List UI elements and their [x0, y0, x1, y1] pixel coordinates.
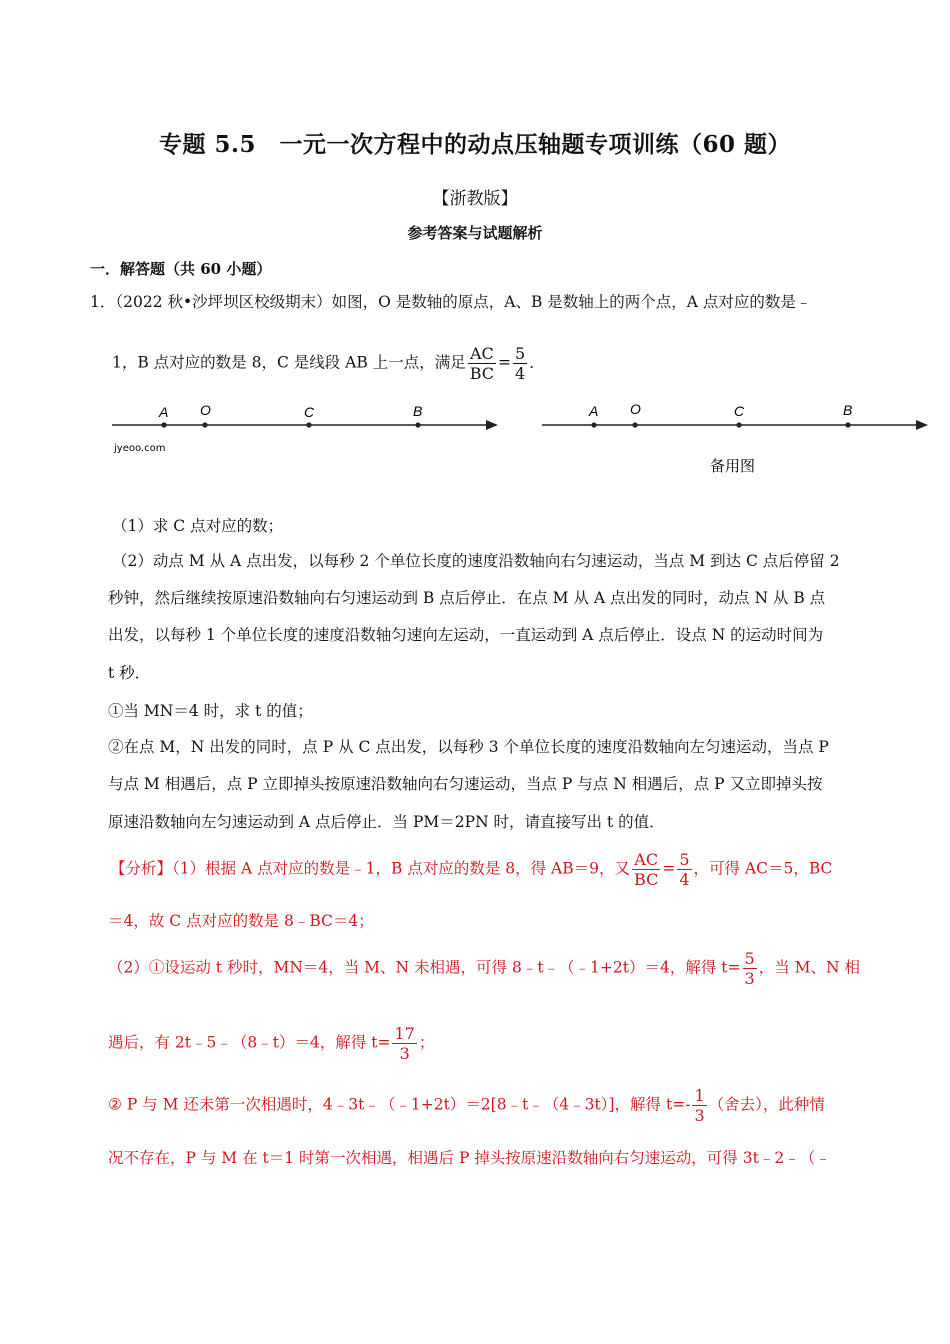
section-heading: 一．解答题（共 60 小题） — [90, 260, 272, 278]
sub-question-2-line-2: 与点 M 相遇后，点 P 立即掉头按原速沿数轴向右匀速运动，当点 P 与点 N 相遇后，点 P 又立即掉头按 — [108, 775, 823, 793]
analysis-4-suffix: ； — [418, 1033, 435, 1052]
label-a-right: A — [589, 403, 599, 419]
label-b-right: B — [843, 402, 853, 418]
question-1: （1）求 C 点对应的数； — [112, 517, 284, 535]
label-o-right: O — [630, 401, 641, 417]
point-c-dot-left — [306, 422, 311, 427]
question-2-line-4: t 秒． — [108, 664, 151, 682]
analysis-t-fraction-3 — [692, 1086, 706, 1125]
value-denominator: 4 — [515, 364, 526, 383]
analysis-5-suffix: （舍去），此种情 — [708, 1095, 825, 1114]
label-b-left: B — [413, 403, 423, 419]
question-2-line-3: 出发，以每秒 1 个单位长度的速度沿数轴匀速向左运动，一直运动到 A 点后停止．设点 N 的运动时间为 — [108, 626, 824, 644]
edition-label: 【浙教版】 — [432, 189, 518, 209]
analysis-line-1 — [110, 850, 832, 889]
value-numerator: 5 — [515, 344, 526, 363]
label-c-right: C — [734, 403, 745, 419]
point-c-dot-right — [736, 422, 741, 427]
analysis-ratio-numerator: AC — [632, 850, 660, 870]
ratio-denominator: BC — [469, 364, 494, 383]
analysis-line-3 — [108, 949, 860, 988]
ratio-numerator: AC — [468, 344, 496, 364]
question-2-line-1: （2）动点 M 从 A 点出发，以每秒 2 个单位长度的速度沿数轴向右匀速运动，当点 M 到达 C 点后停留 2 — [112, 552, 840, 570]
equals-sign: = — [498, 353, 511, 372]
page-title: 专题 5.5 一元一次方程中的动点压轴题专项训练（60 题） — [158, 131, 792, 158]
sub-question-2-line-1: ②在点 M，N 出发的同时，点 P 从 C 点出发，以每秒 3 个单位长度的速度沿数轴向左匀速运动，当点 P — [108, 738, 829, 756]
problem-line-1: 1．（2022 秋•沙坪坝区校级期末）如图，O 是数轴的原点，A、B 是数轴上的两个点，A 点对应的数是﹣ — [90, 293, 812, 311]
axis-arrow-left — [486, 420, 498, 430]
watermark: jyeoo.com — [114, 443, 166, 454]
number-line-left — [112, 402, 498, 454]
analysis-3-prefix: （2）①设运动 t 秒时，MN＝4，当 M、N 未相遇，可得 8﹣t﹣（﹣1+2t）＝4，解得 t= — [108, 958, 741, 977]
fraction-3-numerator: 1 — [694, 1086, 705, 1105]
ratio-fraction — [468, 344, 496, 383]
label-a-left: A — [159, 404, 169, 420]
question-2-line-2: 秒钟，然后继续按原速沿数轴向右匀速运动到 B 点后停止．在点 M 从 A 点出发的同时，动点 N 从 B 点 — [108, 589, 826, 607]
fraction-3-denominator: 3 — [694, 1106, 705, 1125]
number-line-right — [542, 401, 928, 475]
number-line-figures — [100, 395, 940, 485]
analysis-line-5 — [108, 1086, 825, 1125]
fraction-2-denominator: 3 — [399, 1044, 410, 1063]
point-a-dot-left — [161, 422, 166, 427]
point-b-dot-left — [415, 422, 420, 427]
analysis-ratio-fraction — [632, 850, 660, 889]
label-o-left: O — [200, 402, 211, 418]
problem-line-2 — [112, 344, 545, 383]
fraction-1-numerator: 5 — [744, 949, 755, 968]
problem-line-2-prefix: 1，B 点对应的数是 8，C 是线段 AB 上一点，满足 — [112, 353, 466, 372]
analysis-t-fraction-1 — [743, 949, 757, 988]
point-b-dot-right — [845, 422, 850, 427]
analysis-ratio-denominator: BC — [634, 870, 659, 889]
point-o-dot-right — [632, 422, 637, 427]
point-o-dot-left — [202, 422, 207, 427]
sub-question-2-line-3: 原速沿数轴向左匀速运动到 A 点后停止．当 PM＝2PN 时，请直接写出 t 的值． — [108, 813, 665, 831]
label-c-left: C — [304, 404, 315, 420]
fraction-2-numerator: 17 — [394, 1024, 415, 1043]
subtitle: 参考答案与试题解析 — [407, 224, 543, 242]
analysis-value-denominator: 4 — [679, 870, 690, 889]
sub-question-1: ①当 MN＝4 时，求 t 的值； — [108, 702, 313, 720]
analysis-3-suffix: ，当 M、N 相 — [758, 958, 860, 977]
analysis-value-numerator: 5 — [679, 850, 690, 869]
point-a-dot-right — [591, 422, 596, 427]
figure-caption: 备用图 — [710, 457, 756, 475]
problem-line-2-suffix: ． — [529, 353, 545, 372]
value-fraction — [513, 344, 527, 383]
analysis-1-prefix: 【分析】（1）根据 A 点对应的数是﹣1，B 点对应的数是 8，得 AB＝9，又 — [110, 859, 631, 878]
analysis-value-fraction — [677, 850, 691, 889]
analysis-line-4 — [108, 1024, 434, 1063]
analysis-1-suffix: ，可得 AC＝5，BC — [693, 859, 833, 878]
analysis-line-6: 况不存在，P 与 M 在 t＝1 时第一次相遇，相遇后 P 掉头按原速沿数轴向右匀速运动，可得 3t﹣2﹣（﹣ — [108, 1149, 831, 1167]
analysis-equals: = — [662, 859, 676, 878]
fraction-1-denominator: 3 — [744, 969, 755, 988]
analysis-t-fraction-2 — [392, 1024, 416, 1063]
analysis-4-prefix: 遇后，有 2t﹣5﹣（8﹣t）＝4，解得 t= — [108, 1033, 391, 1052]
analysis-line-2: ＝4，故 C 点对应的数是 8﹣BC＝4； — [108, 912, 374, 930]
axis-arrow-right — [916, 420, 928, 430]
analysis-5-prefix: ② P 与 M 还未第一次相遇时，4﹣3t﹣（﹣1+2t）＝2[8﹣t﹣（4﹣3t）]，解得 t=- — [108, 1095, 691, 1114]
